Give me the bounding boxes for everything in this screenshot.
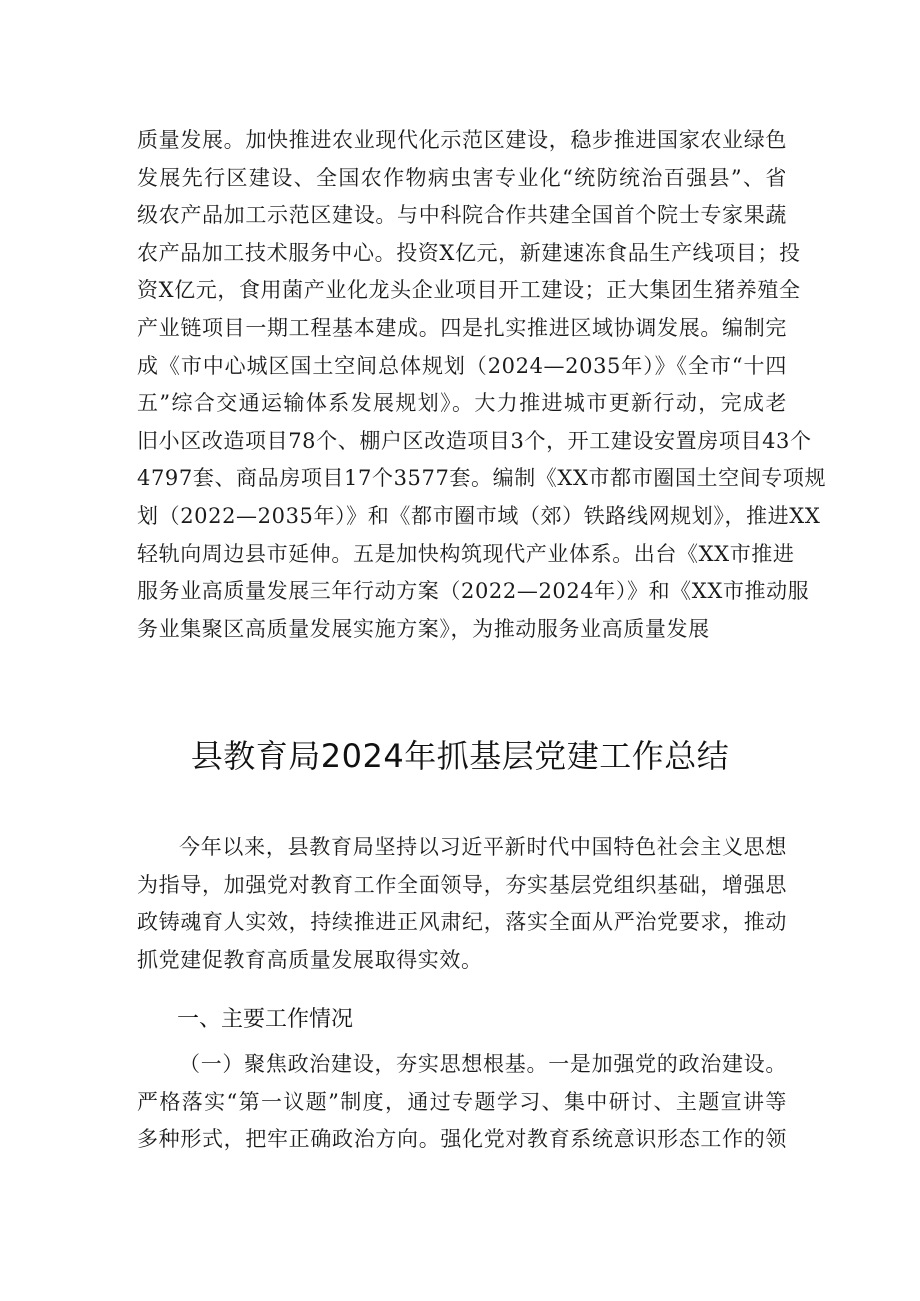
paragraph-line: 产业链项目一期工程基本建成。四是扎实推进区域协调发展。编制完 — [137, 315, 787, 340]
paragraph-line: 五”综合交通运输体系发展规划》。大力推进城市更新行动，完成老 — [137, 391, 787, 416]
subsection-paragraph — [137, 1046, 787, 1159]
paragraph-line: 4797套、商品房项目17个3577套。编制《XX市都市圈国土空间专项规 — [137, 466, 827, 491]
paragraph-line-first: （一）聚焦政治建设，夯实思想根基。一是加强党的政治建设。 — [179, 1052, 787, 1076]
paragraph-line: 农产品加工技术服务中心。投资X亿元，新建速冻食品生产线项目；投 — [137, 240, 801, 265]
paragraph-line: 发展先行区建设、全国农作物病虫害专业化“统防统治百强县”、省 — [137, 165, 788, 190]
paragraph-line: 旧小区改造项目78个、棚户区改造项目3个，开工建设安置房项目43个 — [137, 428, 812, 453]
paragraph-line: 质量发展。加快推进农业现代化示范区建设，稳步推进国家农业绿色 — [137, 128, 787, 152]
section-heading: 一、主要工作情况 — [177, 1007, 354, 1032]
document-title: 县教育局2024年抓基层党建工作总结 — [190, 737, 730, 775]
carryover-paragraph — [137, 122, 827, 648]
paragraph-line: 轻轨向周边县市延伸。五是加快构筑现代产业体系。出台《XX市推进 — [137, 541, 795, 566]
paragraph-line: 政铸魂育人实效，持续推进正风肃纪，落实全面从严治党要求，推动 — [137, 910, 787, 935]
paragraph-line: 多种形式，把牢正确政治方向。强化党对教育系统意识形态工作的领 — [137, 1127, 787, 1152]
paragraph-line: 严格落实“第一议题”制度，通过专题学习、集中研讨、主题宣讲等 — [137, 1089, 787, 1114]
paragraph-line: 成《市中心城区国土空间总体规划（2024—2035年）》《全市“十四 — [137, 353, 787, 378]
intro-paragraph — [137, 829, 787, 979]
paragraph-line-last: 务业集聚区高质量发展实施方案》，为推动服务业高质量发展 — [137, 616, 710, 641]
paragraph-line: 为指导，加强党对教育工作全面领导，夯实基层党组织基础，增强思 — [137, 872, 787, 897]
paragraph-line-first: 今年以来，县教育局坚持以习近平新时代中国特色社会主义思想 — [179, 835, 787, 859]
paragraph-line: 资X亿元，食用菌产业化龙头企业项目开工建设；正大集团生猪养殖全 — [137, 278, 801, 303]
paragraph-line: 划（2022—2035年）》和《都市圈市域（郊）铁路线网规划》，推进XX — [137, 503, 821, 528]
paragraph-line-last: 抓党建促教育高质量发展取得实效。 — [137, 947, 483, 972]
paragraph-line: 服务业高质量发展三年行动方案（2022—2024年）》和《XX市推动服 — [137, 579, 810, 604]
paragraph-line: 级农产品加工示范区建设。与中科院合作共建全国首个院士专家果蔬 — [137, 203, 787, 228]
